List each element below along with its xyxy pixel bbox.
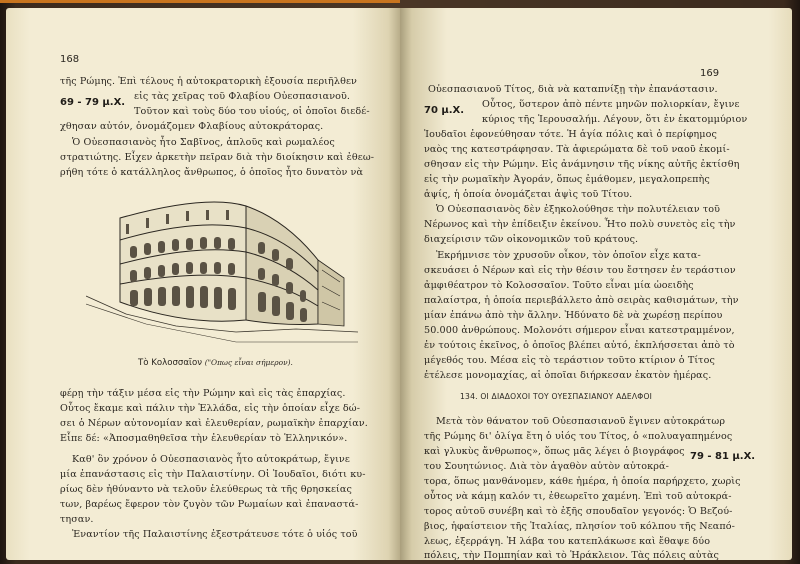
text-line: Οὐεσπασιανοῦ Τίτος, διὰ νὰ καταπνίξῃ τὴν ἐπανάστασιν. <box>428 84 718 95</box>
margin-date-note: 69 - 79 μ.Χ. <box>60 97 126 108</box>
text-line: λεως, ἐξερράγη. Ἡ λάβα του κατεπλάκωσε καὶ ἔθαψε δύο <box>424 536 711 547</box>
text-line: 50.000 ἀνθρώπους. Μολονότι σήμερον εἶναι κατεστραμμένον, <box>424 325 735 336</box>
text-line: ἐτέλεσε μονομαχίας, αἱ ὁποῖαι διήρκεσαν ἑκατὸν ἡμέρας. <box>424 370 712 381</box>
page-number-right: 169 <box>700 68 720 79</box>
text-line: του Σουητώνιος. Διὰ τὸν ἀγαθὸν αὐτὸν αὐτοκρά- <box>424 461 669 472</box>
text-line: Οὗτος ἔκαμε καὶ πάλιν τὴν Ἑλλάδα, εἰς τὴν ὁποίαν εἶχε δώ- <box>60 403 361 414</box>
text-line: ναὸς της κατεστράφησαν. Τὰ ἀφιερώματα δὲ τοῦ ναοῦ ἐκομί- <box>424 144 730 155</box>
page-number-left: 168 <box>60 54 80 65</box>
text-line: εἰς τὴν ρωμαϊκὴν Ἀγοράν, ὅπως ἐμάθομεν, μεγαλοπρεπὴς <box>424 174 710 185</box>
text-line: διαχείρισιν τῶν οἰκονομικῶν τοῦ κράτους. <box>424 234 639 245</box>
section-heading: 134. ΟΙ ΔΙΑΔΟΧΟΙ ΤΟΥ ΟΥΕΣΠΑΣΙΑΝΟΥ ΑΔΕΛΦΟΙ <box>460 392 653 401</box>
figure-caption <box>138 358 293 368</box>
text-line: χθησαν αὐτόν, ὀνομάζομεν Φλαβίους αὐτοκράτορας. <box>60 121 324 132</box>
text-line: μία ἐπανάστασις εἰς τὴν Παλαιστίνην. Οἱ Ἰουδαῖοι, διότι κυ- <box>60 469 366 480</box>
caption-title: Τὸ Κολοσσαῖον <box>138 358 202 368</box>
text-line: των, βαρέως ἔφερον τὸν ζυγὸν τῶν Ρωμαίων καὶ ἐπαναστά- <box>60 499 359 510</box>
text-line: Εἶπε δέ: «Ἀποσμαθηθεῖσα τὴν ἐλευθερίαν τὸ Ἑλληνικόν». <box>60 433 348 444</box>
text-line: Ὁ Οὐεσπασιανὸς δὲν ἐξηκολούθησε τὴν πολυτέλειαν τοῦ <box>436 204 721 215</box>
text-line: τῆς Ρώμης. Ἐπὶ τέλους ἡ αὐτοκρατορικὴ ἐξουσία περιῆλθεν <box>60 76 357 87</box>
text-line: ἀμφιθέατρον τὸ Κολοσσαῖον. Τοῦτο εἶναι μία ὡοειδὴς <box>424 280 694 291</box>
text-line: φέρῃ τὴν τάξιν μέσα εἰς τὴν Ρώμην καὶ εἰς τὰς ἐπαρχίας. <box>60 388 346 399</box>
margin-date-note: 79 - 81 μ.Χ. <box>690 451 756 462</box>
text-line: βιος, ἡφαίστειον τῆς Ἰταλίας, πλησίον τοῦ κόλπου τῆς Νεαπό- <box>424 521 735 532</box>
text-line: Ὁ Οὐεσπασιανὸς ἦτο Σαβῖνος, ἁπλοῦς καὶ ρωμαλέος <box>72 137 335 148</box>
text-line: τορος αὐτοῦ συνέβη καὶ τὸ ἑξῆς σπουδαῖον γεγονός: Ὁ Βεζού- <box>424 506 733 517</box>
text-line: σκευάσει ὁ Νέρων καὶ εἰς τὴν θέσιν του ἔστησεν ἐν τεράστιον <box>424 265 736 276</box>
text-line: σθησαν εἰς τὴν Ρώμην. Εἰς ἀνάμνησιν τῆς νίκης αὐτῆς ἐκτίσθη <box>424 159 740 170</box>
text-line: ἁψίς, ἡ ὁποία ὀνομάζεται ἁψὶς τοῦ Τίτου. <box>424 189 633 200</box>
text-line: σει ὁ Νέρων αὐτονομίαν καὶ ἐλευθερίαν, ρωμαϊκὴν ἐπαρχίαν. <box>60 418 368 429</box>
text-line: στρατιώτης. Εἶχεν ἀρκετὴν πεῖραν διὰ τὴν διοίκησιν καὶ ἐθεω- <box>60 152 375 163</box>
text-line: Ἐκρήμνισε τὸν χρυσοῦν οἶκον, τὸν ὁποῖον εἶχε κατα- <box>436 250 701 261</box>
text-line: Τοῦτον καὶ τοὺς δύο του υἱούς, οἱ ὁποῖοι διεδέ- <box>134 106 370 117</box>
colosseum-illustration <box>86 186 358 344</box>
page-edge-stain <box>0 0 400 3</box>
text-line: τορα, ὅπως μανθάνομεν, κάθε ἡμέρα, ἡ ὁποία παρήρχετο, χωρὶς <box>424 476 741 487</box>
text-line: Νέρωνος καὶ τὴν ἐπίδειξιν ἐκείνου. Ἦτο πολὺ συνετὸς εἰς τὴν <box>424 219 736 230</box>
text-line: Μετὰ τὸν θάνατον τοῦ Οὐεσπασιανοῦ ἔγινεν αὐτοκράτωρ <box>436 416 726 427</box>
text-line: πόλεις, τὴν Πομπηίαν καὶ τὸ Ἡράκλειον. Τὰς πόλεις αὐτὰς <box>424 550 720 560</box>
text-line: ρίως δὲν ἠθύναντο νὰ τελοῦν ἐλεύθερως τὰ τῆς θρησκείας <box>60 484 352 495</box>
text-line: τησαν. <box>60 514 94 525</box>
text-line: οὗτος νὰ κάμῃ καλόν τι, ἐθεωρεῖτο χαμένη. Ἐπὶ τοῦ αὐτοκρά- <box>424 491 732 502</box>
text-line: Ἰουδαῖοι ἐφονεύθησαν τότε. Ἡ ἁγία πόλις καὶ ὁ περίφημος <box>424 129 717 140</box>
text-line: μίαν ἐπάνω ἀπὸ τὴν ἄλλην. Ἠδύνατο δὲ νὰ χωρέσῃ περίπου <box>424 310 723 321</box>
margin-date-note: 70 μ.Χ. <box>424 105 465 116</box>
left-page <box>6 8 400 560</box>
text-line: κύριος τῆς Ἱερουσαλήμ. Λέγουν, ὅτι ἐν ἑκατομμύριον <box>482 114 748 125</box>
text-line: τῆς Ρώμης δι' ὀλίγα ἔτη ὁ υἱός του Τίτος, ὁ «πολυαγαπημένος <box>424 431 733 442</box>
text-line: ρήθη τότε ὁ κατάλληλος ἄνθρωπος, ὁ ὁποῖος ἦτο δυνατὸν νὰ <box>60 167 364 178</box>
right-page <box>400 8 792 560</box>
text-line: μέγεθός του. Μέσα εἰς τὸ τεράστιον τοῦτο κτίριον ὁ Τίτος <box>424 355 715 366</box>
caption-note: ("Οπως εἶναι σήμερον). <box>204 358 293 367</box>
text-line: εἰς τὰς χεῖρας τοῦ Φλαβίου Οὐεσπασιανοῦ. <box>134 91 351 102</box>
text-line: παλαίστρα, ἡ ὁποία περιεβάλλετο ἀπὸ σειρὰς καθισμάτων, τὴν <box>424 295 739 306</box>
text-line: καὶ γλυκὺς ἄνθρωπος», ὅπως μᾶς λέγει ὁ βιογράφος <box>424 446 685 457</box>
text-line: Οὗτος, ὕστερον ἀπὸ πέντε μηνῶν πολιορκίαν, ἔγινε <box>482 99 740 110</box>
text-line: ἐν τούτοις ἐκεῖνος, ὁ ὁποῖος βλέπει αὐτό, ἐκπλήσσεται ἀπὸ τὸ <box>424 340 735 351</box>
text-line: Ἐναντίον τῆς Παλαιστίνης ἐξεστράτευσε τότε ὁ υἱός τοῦ <box>72 529 358 540</box>
text-line: Καθ' ὃν χρόνον ὁ Οὐεσπασιανὸς ἦτο αὐτοκράτωρ, ἔγινε <box>72 454 350 465</box>
